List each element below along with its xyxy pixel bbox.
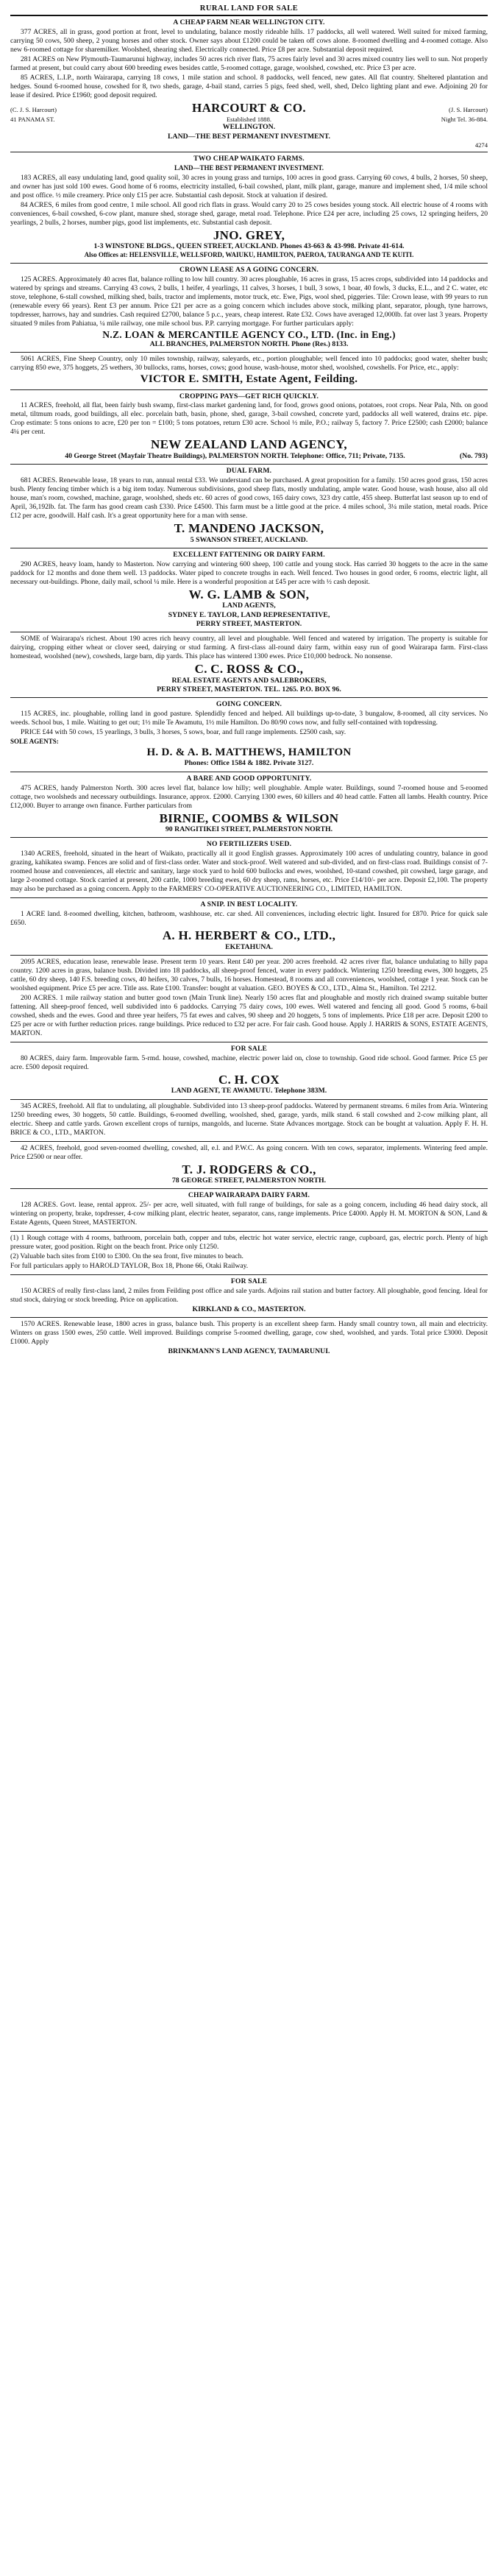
listing-heading: A BARE AND GOOD OPPORTUNITY.: [186, 774, 312, 783]
agent-address: 1-3 WINSTONE BLDGS., QUEEN STREET, AUCKLAND. Phones 43-663 & 43-998. Private 41-614.: [93, 242, 405, 251]
agent-night-tel: Night Tel. 36-884.: [441, 115, 488, 123]
listing-paragraph: 290 ACRES, heavy loam, handy to Masterton. Now carrying and wintering 600 sheep, 100 cattle and young stock. Has carried 30 hoggets to the acre in the same paddock for 12 months and done them well. 13 paddocks. Water piped to concrete troughs in each. Well fenced. Two houses in good order, 6 rooms, electric light, all necessary out-buildings. Phone, daily mail, school ¼ mile. Here is a wonderful proposition at £45 per acre with ½ cash deposit.: [10, 560, 488, 586]
listing-paragraph: 200 ACRES. 1 mile railway station and butter good town (Main Trunk line). Nearly 150 acres flat and ploughable and mostly rich drained swamp suitable butter fattening. All sheep-proof fenced, well subdivided into 6 paddocks. Carrying 75 dairy cows, 100 ewes. Well watered and fencing all good. Good 5 rooms, 6-bail cowshed, sheds and the ewes. Good and three year heifers, 75 fat ewes and calves, 90 sheep and 20 hoggets, 5 tons of implements. Price £18 per acre. Deposit £200 to £25 per acre or with further reduction prices. range buildings. Price reduced to £32 per acre. For fair cash. Good house. Apply J. HARRIS & SONS, ESTATE AGENTS, MARTON.: [10, 994, 488, 1037]
listing-paragraph: 85 ACRES, L.I.P., north Wairarapa, carrying 18 cows, 1 mile station and school. 8 paddocks, well fenced, new gates. All flat country. Sheltered plantation and hedges. Sound 6-roomed house, cowshed for 8, two sheds, garage, 4-bail stand, carries 5 pigs, feed shed, well, shed, Delco lighting plant and ewe. Adjoining 20 for lease if desired. Price £1960; good deposit required.: [10, 74, 488, 99]
listing-heading: TWO CHEAP WAIKATO FARMS.: [193, 155, 305, 163]
agent-address: ALL BRANCHES, PALMERSTON NORTH. Phone (Res.) 8133.: [149, 340, 349, 349]
agent-address: [10, 452, 488, 461]
page-title: RURAL LAND FOR SALE: [199, 4, 299, 13]
listing-paragraph: PRICE £44 with 50 cows, 15 yearlings, 3 bulls, 3 horses, 5 sows, boar, and full range implements. £2500 cash, say.: [21, 728, 346, 736]
listing-heading: CROWN LEASE AS A GOING CONCERN.: [179, 265, 319, 274]
agent-address: 5 SWANSON STREET, AUCKLAND.: [190, 535, 308, 544]
listing-heading: NO FERTILIZERS USED.: [206, 840, 292, 849]
ref-number: (No. 793): [459, 451, 488, 460]
agent-ref-left: (C. J. S. Harcourt): [10, 105, 57, 113]
listing-smith: [10, 352, 488, 389]
listing-paragraph: 125 ACRES. Approximately 40 acres flat, balance rolling to low hill country. 30 acres ploughable, 16 acres in grass, 15 acres crops, subdivided into 14 paddocks and watered by springs and streams. Carrying 43 cows, 2 bulls, 1 heifer, 4 yearlings, 11 calves, 3 horses, 1 bull, 3 sows, 1 boar, 40 fowls, 3 ducks, E.L., and 2 C. water, etc stove, telephone, 6-stall cowshed, milking shed, bails, tractor and implements, motor truck, etc. Ewe, Pigs, wool shed, piggeries. Tile: Crown lease, with 99 years to run (renewable every 66 years). Rent £3 per annum. Price £21 per acre as a going concern which includes above stock, milking plant, separator, plough, tyne harrows, topdresser, harrows, hay and sundries. Cash required £2700, balance 5 p.c., years, cheap interest. Rate £32. Cows have averaged 12,000lb. fat over last 3 years. Property situated 9 miles from Pahiatua, ¼ mile railway, one mile school bus. P.P. carrying mortgage. For further particulars apply:: [10, 275, 488, 328]
agent-established: Established 1888.: [226, 115, 272, 123]
agent-name: HARCOURT & CO.: [192, 100, 306, 115]
listing-paragraph: 42 ACRES, freehold, good seven-roomed dwelling, cowshed, all, e.l. and P.W.C. As going concern. With ten cows, separator, implements. Wintering feed ample. Price £2500 or near offer.: [10, 1143, 488, 1161]
listing-paragraph: 681 ACRES. Renewable lease, 18 years to run, annual rental £33. We understand can be purchased. A great proposition for a family. 150 acres good grass, 150 acres bush. Plenty fencing timber which is a big item today. Numerous subdivisions, good sheep flats, mostly undulating, ample water. Good house, wash house, also all old house, man's room, cowshed, machine, garage, woolshed, sheds etc. 60 acres of good cows, 165 dairy cows, 323 dry cattle, 455 sheep. Butterfat last season up to end of April, 36,192lb. fat. The farm has good cream cash £330. Price £4500. This farm must be a little good at the price. 4 miles school, 3¼ mile station, metal roads. Price £12 per acre, goodwill. Half cash. It's a great opportunity here for a man with sense.: [10, 476, 488, 521]
listing-heading: A CHEAP FARM NEAR WELLINGTON CITY.: [173, 18, 325, 27]
agent-address-line: PERRY STREET, MASTERTON.: [196, 619, 302, 628]
listing-paragraph: 1 ACRE land. 8-roomed dwelling, kitchen, bathroom, washhouse, etc. car shed. All conveniences, including electric light. Insured for £870. Price for quick sale £650.: [10, 910, 488, 928]
listing-heading: A SNIP. IN BEST LOCALITY.: [200, 900, 298, 909]
listing-paragraph: 1340 ACRES, freehold, situated in the heart of Waikato, practically all it good English grasses. Approximately 100 acres of undulating country, balance in good grazing, kahikatea swamp. Fences are solid and of first-class order. Water and stock-proof. Well watered and sub-divided, and on first-class road. Buildings consist of 7-roomed house and conveniences, all electric and sanitary, large stock yard to hold 600 bullocks and ewes, woolshed, 10-stand cowshed, pit cowshed, large garage, and large 2-roomed cottage. Stock carried at present, 200 cattle, 1000 breeding ewes, 60 dry sheep, rams, horses, etc. Price £14/10/- per acre. Deposit £2,100. The property may also be purchased as a going concern. Apply to the FARMERS' CO-OPERATIVE AUCTIONEERING CO., LIMITED, HAMILTON.: [10, 850, 488, 894]
listing-birnie: [10, 772, 488, 838]
agent-name: C. C. ROSS & CO.,: [194, 662, 304, 677]
listing-paragraph: 2095 ACRES, education lease, renewable lease. Present term 10 years. Rent £40 per year. 200 acres freehold. 42 acres river flat, balance undulating to hilly papa country. 1200 acres in grass, balance bush. Divided into 18 paddocks, all sheep-proof fenced, water in every paddock. Wintering 1250 breeding ewes, 300 hoggets, 25 cattle, 60 dry sheep, 140 F.S. breeding cows, 40 heifers, 30 calves, 7 bulls, 16 horses. Homestead, 8 rooms and all conveniences, woolshed, cottage 1 year. Stock can be woolshed equipment. Price £5 per acre. Title ass. Rate £100. Transfer: bought at valuation. GEO. BOYES & CO., LTD., Alma St., Hamilton. Tel 2212.: [10, 958, 488, 993]
listing-morton: [10, 1188, 488, 1231]
listing-boyes: [10, 955, 488, 1042]
listing-paragraph: (2) Valuable bach sites from £100 to £300. On the sea front, five minutes to beach.: [10, 1252, 243, 1261]
listing-paragraph: 475 ACRES, handy Palmerston North. 300 acres level flat, balance low hilly; well ploughable. Ample water. Buildings, sound 7-roomed house and 5-roomed cottage, two woolsheds and necessary outbuildings. Insurance, approx. £2000. Carrying 1300 ewes, 60 killers and 40 head cattle. Fatten all lambs. Health country. Price £12,000. Buyer to arrange own finance. Further particulars from: [10, 783, 488, 810]
listing-paragraph: 1570 ACRES. Renewable lease, 1800 acres in grass, balance bush. This property is an excellent sheep farm. Handy small country town, all main and electricity. Winters on grass 1500 ewes, 250 cattle. Well improved. Buildings comprise 5-roomed dwelling, garage, cow shed, woolshed, and yards. Total price £3000. Deposit £1000. Apply: [10, 1320, 488, 1347]
listing-heading: FOR SALE: [230, 1277, 268, 1286]
sole-agents-label: SOLE AGENTS:: [10, 737, 59, 745]
agent-name: BRINKMANN'S LAND AGENCY, TAUMARUNUI.: [168, 1347, 330, 1356]
agent-address-line: PERRY STREET, MASTERTON. TEL. 1265. P.O. BOX 96.: [157, 685, 341, 694]
listing-paragraph: 377 ACRES, all in grass, good portion at front, level to undulating, balance mostly rideable hills. 17 paddocks, all well watered. Well suited for mixed farming, carrying 50 cows, 500 sheep, 2 young horses and other stock. Owner says about £1200 could be taken off cows alone. 8-roomed dwelling and 4-roomed cottage. Also new 6-roomed cottage for sharemilker. Woolshed, shearing shed. Electrically connected. Price £8 per acre. Substantial deposit required.: [10, 28, 488, 54]
listing-heading: GOING CONCERN.: [216, 700, 282, 709]
listing-paragraph: 345 ACRES, freehold. All flat to undulating, all ploughable. Subdivided into 13 sheep-proof paddocks. Watered by permanent streams. 6 miles from Aria. Wintering 1250 breeding ewes, 30 hoggets, 50 cattle. Buildings, 6-roomed dwelling, woolshed, shed, garage, yards, milk stand. 6 stall cowshed and 2-cow milking plant, all electric. Sheep and cattle yards. Grown excellent crops of turnips, mangolds, and lucerne. State Advances mortgage. Stock can be bought at valuation. Apply F. H. H. BRICE & CO., LTD., MARTON.: [10, 1101, 488, 1137]
listing-cox: [10, 1042, 488, 1099]
agent-name: NEW ZEALAND LAND AGENCY,: [151, 437, 347, 452]
listing-paragraph: 80 ACRES, dairy farm. Improvable farm. 5-rmd. house, cowshed, machine, electric power laid on, close to township. Good ride school. Good farmer. Price £5 per acre. £500 deposit required.: [10, 1054, 488, 1071]
listing-heading: CROPPING PAYS—GET RICH QUICKLY.: [179, 392, 319, 400]
agent-name: KIRKLAND & CO., MASTERTON.: [192, 1305, 306, 1314]
listing-paragraph: (1) 1 Rough cottage with 4 rooms, bathroom, porcelain bath, copper and tubs, electric hot water service, electric range, cupboard, gas, electric porch. Plenty of high pressure water, good position. Right on the beach front. Price only £1250.: [10, 1234, 488, 1252]
listing-heading: EXCELLENT FATTENING OR DAIRY FARM.: [173, 550, 325, 559]
agent-name: VICTOR E. SMITH, Estate Agent, Feilding.: [140, 373, 358, 386]
agent-city: WELLINGTON.: [222, 123, 276, 132]
agent-address-text: 40 George Street (Mayfair Theatre Buildings), PALMERSTON NORTH. Telephone: Office, 711; Private, 7135.: [65, 451, 405, 460]
listing-harcourt: [10, 15, 488, 152]
agent-address-line: SYDNEY E. TAYLOR, LAND REPRESENTATIVE,: [168, 610, 330, 619]
agent-row: [10, 101, 488, 116]
listing-brinkmann: [10, 1317, 488, 1359]
agent-address: Phones: Office 1584 & 1882. Private 3127.: [184, 759, 314, 768]
agent-name: T. J. RODGERS & CO.,: [182, 1162, 316, 1176]
agent-name: T. MANDENO JACKSON,: [174, 521, 324, 536]
listing-paragraph: 5061 ACRES, Fine Sheep Country, only 10 miles township, railway, saleyards, etc., portion ploughable; well fenced into 10 paddocks; good water, shelter bush; carrying 850 ewe, 375 hoggets, 25 wethers, 30 bullocks, rams, horses, cows; good house, wash-house, motor shed, woolshed, cowshells. For Price, etc., apply:: [10, 355, 488, 373]
agent-name: N.Z. LOAN & MERCANTILE AGENCY CO., LTD. (Inc. in Eng.): [102, 328, 396, 340]
agent-ref-right: (J. S. Harcourt): [449, 105, 488, 113]
agent-tagline: LAND—THE BEST PERMANENT INVESTMENT.: [167, 132, 331, 141]
agent-address-left: 41 PANAMA ST.: [10, 115, 55, 123]
listing-paragraph: 281 ACRES on New Plymouth-Taumarunui highway, includes 50 acres rich river flats, 75 acres fairly level and 30 acres mixed country lies well to sun. Not properly farmed at present, but could carry about 600 breeding ewes besides cattle, 5-roomed cottage, garage, woolshed, cowshed, etc. Price £3 per acre.: [10, 55, 488, 73]
agent-name: H. D. & A. B. MATTHEWS, HAMILTON: [146, 747, 352, 759]
listing-lamb: [10, 548, 488, 632]
listing-grey: [10, 152, 488, 262]
listing-heading: CHEAP WAIRARAPA DAIRY FARM.: [188, 1191, 310, 1200]
agent-name: C. H. COX: [218, 1072, 280, 1087]
listing-paragraph: 11 ACRES, freehold, all flat, been fairly bush swamp, first-class market gardening land, for food, grows good onions, potatoes, root crops. Near Pala, Nth. on good metal, tiltmum roads, good buildings, all elec. porcelain bath, basin, phone, shed, garage, 3-bail cowshed, concrete yard, paddocks all well watered, drains etc. pipe. Crop estimate: 5 tons onions to acre, £20 per ton = £100; 5 tons potatoes, return £30 acre. School ½ mile, P.O.; railway 5, factory 7. Price £2500; cash £2000; balance 4¼ per cent.: [10, 401, 488, 437]
agent-address: 78 GEORGE STREET, PALMERSTON NORTH.: [171, 1176, 327, 1185]
listing-paragraph: 115 ACRES, inc. ploughable, rolling land in good pasture. Splendidly fenced and helped. All buildings up-to-date, 3 bungalow, 8-roomed, all city services. No weeds. School bus, 1 mile. Waiting to get out; 1½ mile Te Awamutu, 1½ mile Hamilton. Do 80/90 cows now, and fully self-contained with topdressing.: [10, 710, 488, 727]
listing-matthews: [10, 697, 488, 772]
listing-paragraph: 150 ACRES of really first-class land, 2 miles from Feilding post office and sale yards. Adjoins rail station and butter factory. All ploughable, good fencing. Ideal for stud stock, dairying or stock breeding. Price on application.: [10, 1287, 488, 1305]
agent-address-row: [10, 116, 488, 124]
agent-address-line: LAND AGENTS,: [222, 601, 276, 610]
listing-brice: [10, 1099, 488, 1141]
ref-number: 4274: [474, 141, 488, 149]
agent-address-line: REAL ESTATE AGENTS AND SALEBROKERS,: [171, 676, 327, 685]
classifieds-page: [10, 3, 488, 1360]
listing-herbert: [10, 897, 488, 955]
listing-paragraph: 84 ACRES, 6 miles from good centre, 1 mile school. All good rich flats in grass. Would carry 20 to 25 cows besides young stock. All electric house of 4 rooms with conveniences, 6-bail cowshed, 6-cow plant, manure shed, storage shed, garage, metal road. Telephone. Price £24 per acre, including 25 cows, 12 springing heifers, 20 yearlings, 2 bulls, 2 horses, number pigs, good list implements, etc. Substantial cash deposit.: [10, 200, 488, 227]
agent-address: LAND AGENT, TE AWAMUTU. Telephone 383M.: [171, 1087, 327, 1095]
listing-mandeno: [10, 464, 488, 548]
listing-heading: FOR SALE: [230, 1044, 268, 1053]
listing-paragraph: For full particulars apply to HAROLD TAYLOR, Box 18, Phone 66, Otaki Railway.: [10, 1262, 249, 1271]
listing-taylor: [10, 1231, 488, 1274]
agent-name: W. G. LAMB & SON,: [188, 587, 310, 601]
listing-subheading: LAND—THE BEST PERMANENT INVESTMENT.: [174, 164, 324, 172]
listing-paragraph: 128 ACRES. Govt. lease, rental approx. 25/- per acre, well situated, with full range of buildings, for sale as a going concern, including 46 head dairy stock, all wintering on property, brake, topdresser, 4-cow milking plant, electric heater, separator, cans, range implements. Price £4000. Apply H. M. MORTON & SON, Land & Estate Agents, Queen Street, MASTERTON.: [10, 1201, 488, 1227]
agent-address: 90 RANGITIKEI STREET, PALMERSTON NORTH.: [165, 825, 333, 834]
listing-ross: [10, 632, 488, 697]
agent-address: EKETAHUNA.: [225, 942, 273, 951]
listing-rodgers: [10, 1141, 488, 1189]
listing-heading: DUAL FARM.: [226, 467, 272, 476]
listing-nzloan: [10, 263, 488, 353]
listing-paragraph: SOME of Wairarapa's richest. About 190 acres rich heavy country, all level and ploughable. Well fenced and watered by irrigation. The property is suitable for dairying, cropping either wheat or clover seed, dairying or stud farming. A first-class all-round dairy farm, within easy run of good Wairarapa farm. First-class homestead, woolshed (new), cowsheds, large barn, dip yards. This place has wintered 1300 ewes. Price £10,000 bedrock. No nonsense.: [10, 635, 488, 661]
listing-farmers: [10, 837, 488, 897]
agent-name: A. H. HERBERT & CO., LTD.,: [162, 928, 336, 943]
agent-branches: Also Offices at: HELENSVILLE, WELLSFORD, WAIUKU, HAMILTON, PAEROA, TAURANGA AND TE KUITI.: [84, 251, 414, 259]
listing-paragraph: 183 ACRES, all easy undulating land, good quality soil, 30 acres in young grass and turnips, 100 acres in good grass. Carrying 60 cows, 4 bulls, 2 horses, 50 sheep, and owner has just sold 100 ewes. Good home of 6 rooms, electricity installed, 6-bail cowshed, plant, milk plant, garage, manure and implement shed, 1/4 mile school and post office. ½ mile creamery. Price only £15 per acre. Substantial cash deposit. Stock at valuation if desired.: [10, 173, 488, 200]
listing-nzland: [10, 389, 488, 465]
agent-name: BIRNIE, COOMBS & WILSON: [159, 811, 339, 825]
listing-kirkland: [10, 1274, 488, 1317]
agent-name: JNO. GREY,: [213, 227, 285, 242]
